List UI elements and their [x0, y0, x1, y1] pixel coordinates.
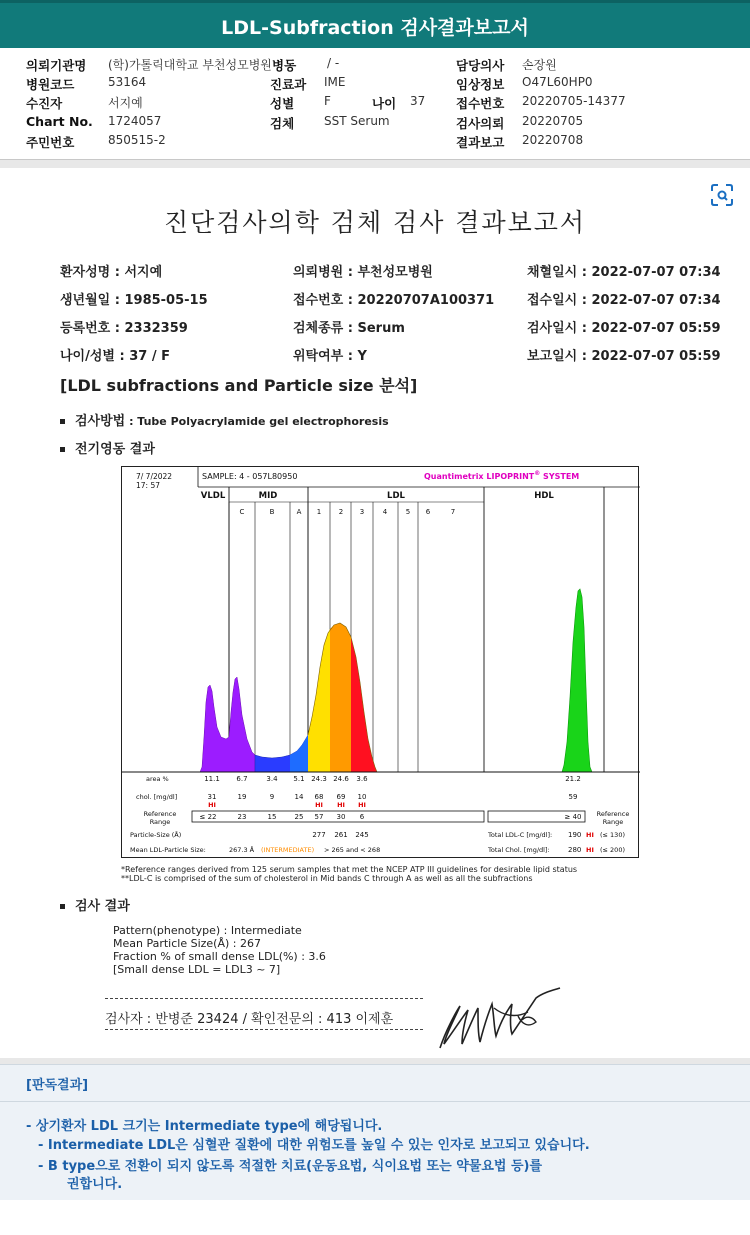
interpretation-line: - Intermediate LDL은 심혈관 질환에 대한 위험도를 높일 수 있는 인자로 보고되고 있습니다. [38, 1138, 590, 1153]
birth-date: 생년월일 : 1985-05-15 [60, 293, 208, 308]
area-value: 11.1 [204, 775, 220, 783]
chart-svg [122, 467, 640, 859]
area-value: 3.6 [356, 775, 368, 783]
signature-image [432, 986, 562, 1054]
chol-value: 69 [336, 793, 346, 801]
group-label: LDL [387, 491, 405, 501]
interpretation-panel [0, 1064, 750, 1200]
hi-flag: HI [586, 846, 594, 854]
electrophoresis-chart [121, 466, 639, 858]
chol-value: 14 [294, 793, 304, 801]
ref-value: 23 [237, 813, 247, 821]
bullet-dot [60, 904, 65, 909]
chart-sample: SAMPLE: 4 - 057L80950 [202, 472, 298, 481]
test-datetime: 검사일시 : 2022-07-07 05:59 [527, 321, 721, 336]
info-label: 의뢰기관명 [26, 58, 87, 73]
info-value: 20220705-14377 [522, 94, 626, 108]
info-label: 수진자 [26, 96, 63, 111]
area-value: 5.1 [293, 775, 305, 783]
hi-flag: HI [358, 801, 366, 809]
row-label: Reference [596, 810, 630, 818]
bullet-dot [60, 419, 65, 424]
hi-flag: HI [208, 801, 216, 809]
info-label: 검사의뢰 [456, 116, 505, 131]
result-line [60, 895, 130, 914]
method-value: : Tube Polyacrylamide gel electrophoresis [125, 415, 389, 428]
interpretation-heading: [판독결과] [0, 1065, 750, 1102]
band-label: 4 [382, 508, 388, 516]
vldl-peak [200, 677, 255, 772]
chart-time: 17: 57 [136, 481, 160, 490]
total-chol-label: Total Chol. [mg/dl]: [488, 846, 550, 854]
hi-flag: HI [586, 831, 594, 839]
result-mean-size: Mean Particle Size(Å) : 267 [113, 937, 261, 950]
mean-size-value: 267.3 Å [229, 846, 255, 854]
row-label: Range [602, 818, 624, 826]
info-label: 병동 [272, 58, 297, 73]
result-fraction: Fraction % of small dense LDL(%) : 3.6 [113, 950, 326, 963]
interpretation-line: - 상기환자 LDL 크기는 Intermediate type에 해당됩니다. [26, 1119, 383, 1134]
chol-value: 59 [568, 793, 578, 801]
info-value: 1724057 [108, 114, 162, 128]
psize-value: 261 [334, 831, 348, 839]
band-label: A [296, 508, 302, 516]
received-datetime: 접수일시 : 2022-07-07 07:34 [527, 293, 721, 308]
info-value: 37 [410, 94, 426, 108]
info-value: 53164 [108, 75, 147, 89]
band-label: B [269, 508, 275, 516]
footnote: **LDL-C is comprised of the sum of cholesterol in Mid bands C through A as well as all the subfractions [121, 874, 533, 883]
section-title: [LDL subfractions and Particle size 분석] [60, 376, 418, 395]
group-label: MID [258, 491, 278, 501]
referring-hospital: 의뢰병원 : 부천성모병원 [293, 265, 433, 280]
patient-info [0, 48, 750, 160]
outsourced: 위탁여부 : Y [293, 349, 367, 364]
psize-value: 245 [355, 831, 369, 839]
info-label: 결과보고 [456, 135, 505, 150]
area-value: 24.3 [311, 775, 327, 783]
chart-date: 7/ 7/2022 [136, 472, 173, 481]
signer-line: 검사자 : 반병준 23424 / 확인전문의 : 413 이제훈 [105, 1012, 394, 1027]
report-datetime: 보고일시 : 2022-07-07 05:59 [527, 349, 721, 364]
ldl2-area [330, 623, 351, 772]
info-value: 850515-2 [108, 133, 166, 147]
report-document [0, 168, 750, 1058]
specimen-type: 검체종류 : Serum [293, 321, 405, 336]
info-label: 나이 [372, 96, 397, 111]
method-label: 검사방법 [75, 414, 126, 429]
result-label: 검사 결과 [75, 899, 130, 914]
chol-value: 19 [237, 793, 247, 801]
result-pattern: Pattern(phenotype) : Intermediate [113, 924, 302, 937]
info-value: F [324, 94, 331, 108]
ref-value: 57 [314, 813, 324, 821]
bullet-dot [60, 447, 65, 452]
info-label: Chart No. [26, 114, 93, 129]
accession-number: 접수번호 : 20220707A100371 [293, 293, 495, 308]
band-label: 3 [359, 508, 365, 516]
ldl1-area [308, 629, 330, 772]
hi-flag: HI [337, 801, 345, 809]
ref-value: 6 [359, 813, 365, 821]
total-ldl-label: Total LDL-C [mg/dl]: [488, 831, 553, 839]
result-list [113, 924, 326, 976]
info-value: 20220708 [522, 133, 584, 147]
registration-number: 등록번호 : 2332359 [60, 321, 188, 336]
row-label: Particle-Size (Å) [130, 831, 182, 839]
footnote: *Reference ranges derived from 125 serum samples that met the NCEP ATP III guidelines for desirable lipid status [121, 865, 578, 874]
page-title: LDL-Subfraction 검사결과보고서 [0, 0, 750, 48]
chart-brand: Quantimetrix LIPOPRINT® SYSTEM [424, 470, 580, 481]
ref-value: 25 [294, 813, 304, 821]
info-value: 20220705 [522, 114, 584, 128]
group-label: HDL [534, 491, 554, 501]
total-ldl-ref: (≤ 130) [600, 831, 625, 839]
info-value: (학)가톨릭대학교 부천성모병원 [108, 58, 272, 72]
chol-value: 31 [207, 793, 217, 801]
ref-value: ≤ 22 [199, 813, 217, 821]
method-line [60, 410, 389, 429]
psize-value: 277 [312, 831, 326, 839]
chol-value: 9 [269, 793, 275, 801]
area-value: 21.2 [565, 775, 581, 783]
interpretation-line: - B type으로 전환이 되지 않도록 적절한 치료(운동요법, 식이요법 또는 약물요법 등)를 [38, 1159, 543, 1174]
info-label: 임상정보 [456, 77, 505, 92]
report-title: 진단검사의학 검체 검사 결과보고서 [163, 208, 587, 237]
info-value: 서지예 [108, 96, 143, 110]
chol-value: 10 [357, 793, 367, 801]
collection-datetime: 채혈일시 : 2022-07-07 07:34 [527, 265, 721, 280]
row-label: Range [149, 818, 171, 826]
total-chol-value: 280 [568, 846, 582, 854]
row-label: area % [146, 775, 169, 783]
info-value: SST Serum [324, 114, 390, 128]
info-value: 손장원 [522, 58, 557, 72]
mean-size-label: Mean LDL-Particle Size: [130, 846, 206, 854]
ref-value: ≥ 40 [564, 813, 582, 821]
chol-value: 68 [314, 793, 324, 801]
divider [0, 160, 750, 168]
total-chol-ref: (≤ 200) [600, 846, 625, 854]
hi-flag: HI [315, 801, 323, 809]
electro-label: 전기영동 결과 [75, 442, 155, 457]
band-label: 5 [405, 508, 411, 516]
band-label: 7 [450, 508, 456, 516]
area-value: 3.4 [266, 775, 278, 783]
patient-name: 환자성명 : 서지예 [60, 265, 163, 280]
hdl-peak [562, 589, 592, 772]
total-ldl-value: 190 [568, 831, 582, 839]
signature-divider [105, 1029, 423, 1030]
area-value: 24.6 [333, 775, 349, 783]
ref-value: 15 [267, 813, 277, 821]
info-label: 접수번호 [456, 96, 505, 111]
info-label: 진료과 [270, 77, 307, 92]
band-label: 2 [338, 508, 344, 516]
info-value: / - [327, 56, 340, 70]
group-label: VLDL [200, 491, 226, 501]
age-sex: 나이/성별 : 37 / F [60, 349, 171, 364]
signature-divider [105, 998, 423, 999]
band-label: 1 [316, 508, 322, 516]
band-label: C [239, 508, 245, 516]
ref-value: 30 [336, 813, 346, 821]
mid-a-area [290, 735, 308, 772]
result-note: [Small dense LDL = LDL3 ~ 7] [113, 963, 281, 976]
area-value: 6.7 [236, 775, 248, 783]
info-label: 담당의사 [456, 58, 505, 73]
info-label: 성별 [270, 96, 295, 111]
row-label: chol. [mg/dl] [136, 793, 178, 801]
row-label: Reference [143, 810, 177, 818]
band-label: 6 [425, 508, 431, 516]
interpretation-line: 권합니다. [67, 1177, 123, 1192]
info-label: 병원코드 [26, 77, 75, 92]
info-value: O47L60HP0 [522, 75, 593, 89]
info-label: 주민번호 [26, 135, 75, 150]
info-label: 검체 [270, 116, 295, 131]
mean-size-class: (INTERMEDIATE) [261, 846, 315, 854]
electro-line [60, 438, 155, 457]
info-value: IME [324, 75, 346, 89]
mean-size-range: > 265 and < 268 [324, 846, 381, 854]
